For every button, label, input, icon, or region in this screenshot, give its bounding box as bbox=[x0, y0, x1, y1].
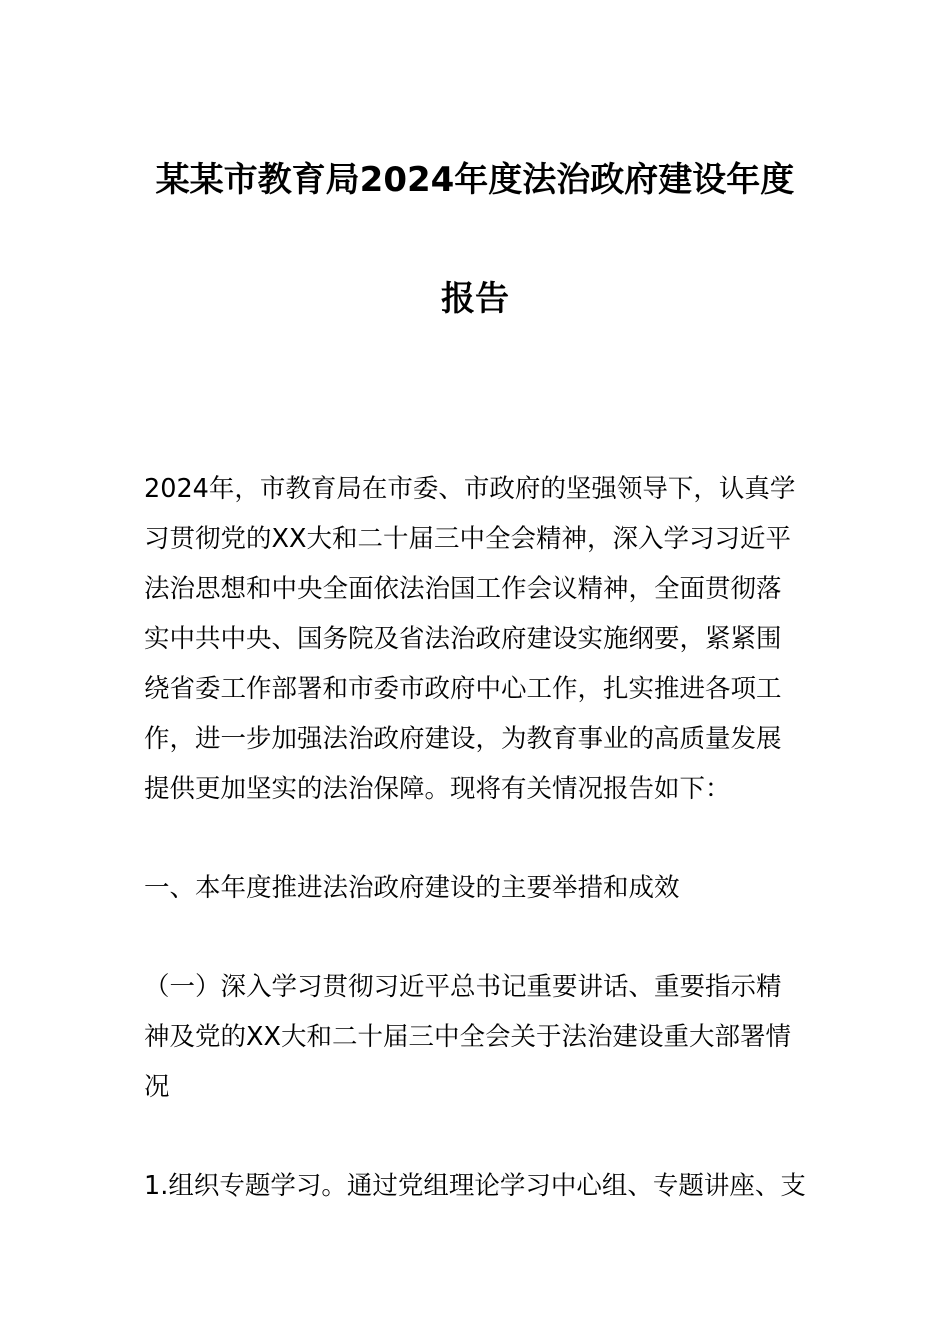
subsection-heading-line: 况 bbox=[144, 1072, 170, 1102]
subsection-heading-line: 神及党的XX大和二十届三中全会关于法治建设重大部署情 bbox=[144, 1022, 791, 1052]
body-text-line: 习贯彻党的XX大和二十届三中全会精神，深入学习习近平 bbox=[144, 524, 791, 554]
body-text-line: 绕省委工作部署和市委市政府中心工作，扎实推进各项工 bbox=[144, 674, 782, 704]
body-text-line: 作，进一步加强法治政府建设，为教育事业的高质量发展 bbox=[144, 724, 782, 754]
document-title-line-2: 报告 bbox=[441, 279, 509, 319]
document-title-line-1: 某某市教育局2024年度法治政府建设年度 bbox=[155, 160, 795, 200]
body-text-line: 法治思想和中央全面依法治国工作会议精神，全面贯彻落 bbox=[144, 574, 782, 604]
body-text-line: 2024年，市教育局在市委、市政府的坚强领导下，认真学 bbox=[144, 474, 796, 504]
body-text-line: 实中共中央、国务院及省法治政府建设实施纲要，紧紧围 bbox=[144, 624, 782, 654]
subsection-heading-line: （一）深入学习贯彻习近平总书记重要讲话、重要指示精 bbox=[144, 972, 782, 1002]
body-text-line: 1.组织专题学习。通过党组理论学习中心组、专题讲座、支 bbox=[144, 1171, 806, 1201]
section-heading: 一、本年度推进法治政府建设的主要举措和成效 bbox=[144, 873, 680, 903]
body-text-line: 提供更加坚实的法治保障。现将有关情况报告如下： bbox=[144, 774, 731, 804]
